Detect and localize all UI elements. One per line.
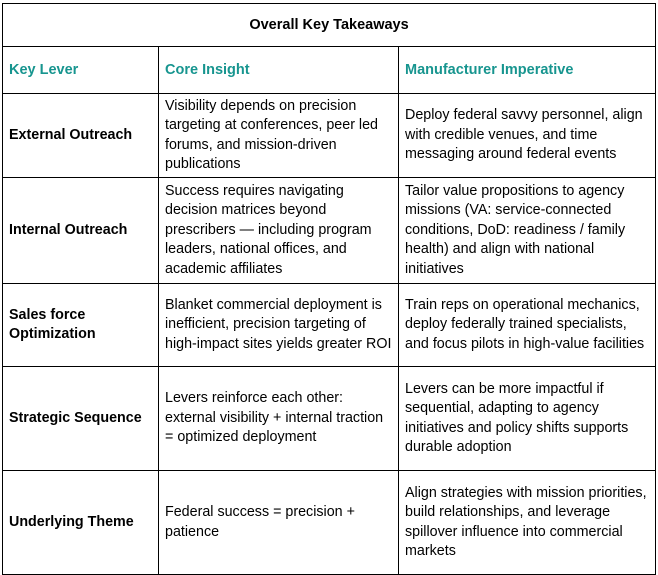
lever-cell: Sales force Optimization	[3, 284, 159, 367]
table-row	[3, 178, 656, 284]
insight-cell: Visibility depends on precision targeting at conferences, peer led forums, and mission-driven publications	[159, 94, 399, 178]
imperative-cell: Levers can be more impactful if sequential, adapting to agency initiatives and policy shifts supports durable adoption	[399, 367, 656, 471]
imperative-cell: Deploy federal savvy personnel, align with credible venues, and time messaging around federal events	[399, 94, 656, 178]
lever-cell: Underlying Theme	[3, 471, 159, 575]
insight-cell: Levers reinforce each other: external visibility + internal traction = optimized deployment	[159, 367, 399, 471]
imperative-cell: Train reps on operational mechanics, deploy federally trained specialists, and focus pilots in high-value facilities	[399, 284, 656, 367]
header-core-insight: Core Insight	[159, 47, 399, 94]
imperative-cell: Align strategies with mission priorities, build relationships, and leverage spillover influence into commercial markets	[399, 471, 656, 575]
lever-cell: Internal Outreach	[3, 178, 159, 284]
lever-cell: External Outreach	[3, 94, 159, 178]
insight-cell: Success requires navigating decision matrices beyond prescribers — including program leaders, national offices, and academic affiliates	[159, 178, 399, 284]
title-row	[3, 4, 656, 47]
table-row	[3, 367, 656, 471]
table-row	[3, 284, 656, 367]
key-takeaways-table	[2, 3, 656, 575]
insight-cell: Federal success = precision + patience	[159, 471, 399, 575]
takeaways-table-container	[2, 3, 656, 575]
header-key-lever: Key Lever	[3, 47, 159, 94]
header-row	[3, 47, 656, 94]
insight-cell: Blanket commercial deployment is inefficient, precision targeting of high-impact sites yields greater ROI	[159, 284, 399, 367]
lever-cell: Strategic Sequence	[3, 367, 159, 471]
imperative-cell: Tailor value propositions to agency missions (VA: service-connected conditions, DoD: readiness / family health) and align with national initiatives	[399, 178, 656, 284]
table-row	[3, 94, 656, 178]
header-manufacturer-imperative: Manufacturer Imperative	[399, 47, 656, 94]
table-row	[3, 471, 656, 575]
table-title: Overall Key Takeaways	[3, 4, 656, 47]
